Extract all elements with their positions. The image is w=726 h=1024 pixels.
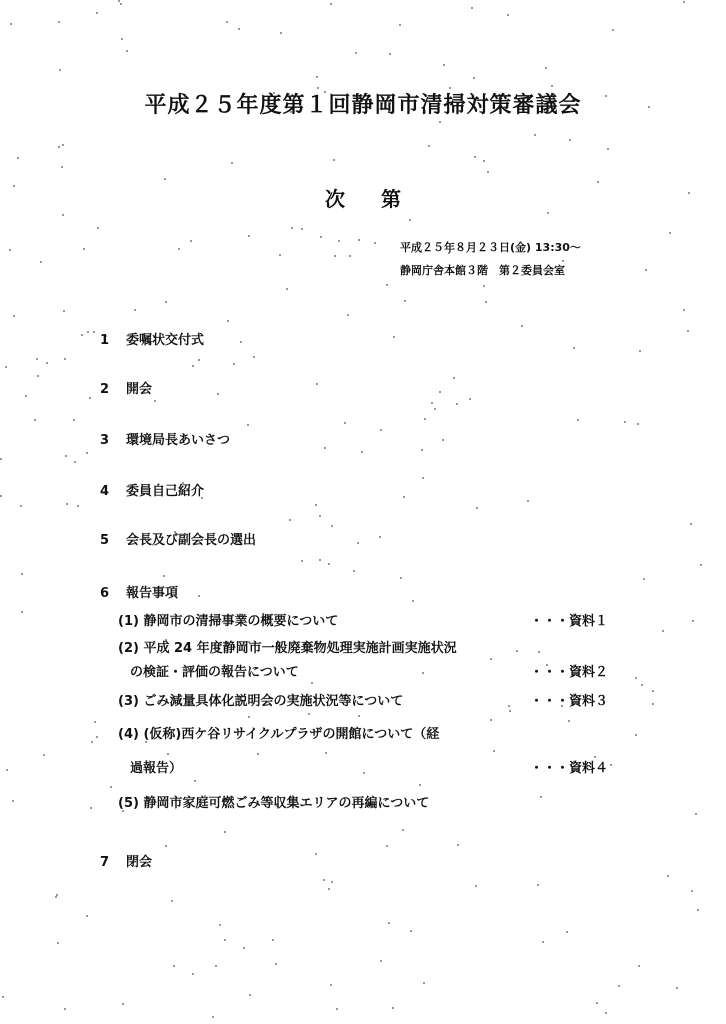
report-item: (2) 平成 24 年度静岡市一般廃棄物処理実施計画実施状況 <box>118 641 457 656</box>
scan-speck <box>483 160 485 162</box>
scan-speck <box>12 800 14 802</box>
scan-speck <box>508 705 510 707</box>
scan-speck <box>291 227 293 229</box>
scan-speck <box>453 377 455 379</box>
scan-speck <box>487 171 489 173</box>
scan-speck <box>243 947 245 949</box>
scan-speck <box>374 242 376 244</box>
scan-speck <box>253 356 255 358</box>
scan-speck <box>639 350 641 352</box>
scan-speck <box>509 710 511 712</box>
scan-speck <box>403 496 405 498</box>
scan-speck <box>434 408 436 410</box>
scan-speck <box>690 523 692 525</box>
scan-speck <box>635 677 637 679</box>
agenda-item <box>100 529 256 548</box>
scan-speck <box>83 248 85 250</box>
scan-speck <box>380 960 382 962</box>
report-item: (5) 静岡市家庭可燃ごみ等収集エリアの再編について <box>118 796 430 811</box>
agenda-label: 環境局長あいさつ <box>126 433 231 448</box>
agenda-number: 3 <box>100 433 110 448</box>
scan-speck <box>353 570 355 572</box>
report-reference: ・・・資料４ <box>530 761 609 776</box>
scan-speck <box>334 255 336 257</box>
scan-speck <box>46 362 48 364</box>
scan-speck <box>59 69 61 71</box>
scan-speck <box>17 157 19 159</box>
scan-speck <box>700 564 702 566</box>
scan-speck <box>13 315 15 317</box>
scan-speck <box>231 162 233 164</box>
scan-speck <box>311 682 313 684</box>
scan-speck <box>280 32 282 34</box>
scan-speck <box>43 754 45 756</box>
scan-speck <box>96 736 98 738</box>
scan-speck <box>610 764 612 766</box>
scan-speck <box>349 255 351 257</box>
agenda-number: 2 <box>100 382 110 397</box>
scan-speck <box>319 559 321 561</box>
scan-speck <box>192 973 194 975</box>
scan-speck <box>319 515 321 517</box>
scan-speck <box>566 931 568 933</box>
scan-speck <box>279 254 281 256</box>
scan-speck <box>573 347 575 349</box>
scan-speck <box>443 64 445 66</box>
scan-speck <box>247 424 249 426</box>
scan-speck <box>224 831 226 833</box>
agenda-number: 5 <box>100 533 110 548</box>
scan-speck <box>361 451 363 453</box>
scan-speck <box>475 885 477 887</box>
scan-speck <box>534 134 536 136</box>
agenda-item <box>100 329 204 348</box>
scan-speck <box>40 261 42 263</box>
scan-speck <box>275 963 277 965</box>
scan-speck <box>328 563 330 565</box>
scan-speck <box>331 525 333 527</box>
scan-speck <box>192 365 194 367</box>
scan-speck <box>409 219 411 221</box>
scan-speck <box>74 461 76 463</box>
scan-speck <box>316 76 318 78</box>
scan-speck <box>21 573 23 575</box>
scan-speck <box>596 1002 598 1004</box>
agenda-label: 委嘱状交付式 <box>126 333 205 348</box>
scan-speck <box>118 0 120 2</box>
scan-speck <box>344 422 346 424</box>
scan-speck <box>330 984 332 986</box>
scan-speck <box>57 942 59 944</box>
scan-speck <box>164 178 166 180</box>
scan-speck <box>669 232 671 234</box>
report-reference: ・・・資料１ <box>530 614 609 629</box>
scan-speck <box>167 753 169 755</box>
scan-speck <box>637 423 639 425</box>
scan-speck <box>652 690 654 692</box>
scan-speck <box>61 166 63 168</box>
report-reference: ・・・資料３ <box>530 694 609 709</box>
scan-speck <box>324 447 326 449</box>
agenda-item <box>100 480 204 499</box>
scan-speck <box>645 269 647 271</box>
agenda-number: 1 <box>100 333 110 348</box>
scan-speck <box>315 853 317 855</box>
scan-speck <box>110 786 112 788</box>
scan-speck <box>393 336 395 338</box>
scan-speck <box>473 77 475 79</box>
scan-speck <box>165 845 167 847</box>
scan-speck <box>163 575 165 577</box>
scan-speck <box>386 845 388 847</box>
scan-speck <box>97 227 99 229</box>
scan-speck <box>545 67 547 69</box>
scan-speck <box>568 720 570 722</box>
scan-speck <box>301 228 303 230</box>
scan-speck <box>676 987 678 989</box>
scan-speck <box>471 7 473 9</box>
scan-speck <box>333 159 335 161</box>
scan-speck <box>692 620 694 622</box>
scan-speck <box>419 784 421 786</box>
scan-speck <box>521 325 523 327</box>
scan-speck <box>542 941 544 943</box>
scan-speck <box>238 28 240 30</box>
scan-speck <box>320 236 322 238</box>
scan-speck <box>64 1008 66 1010</box>
scan-speck <box>36 358 38 360</box>
scan-speck <box>87 331 89 333</box>
scan-speck <box>456 403 458 405</box>
scan-speck <box>286 288 288 290</box>
document-title: 平成２５年度第１回静岡市清掃対策審議会 <box>144 93 582 118</box>
scan-speck <box>612 29 614 31</box>
scan-speck <box>315 504 317 506</box>
scan-speck <box>63 310 65 312</box>
scan-speck <box>691 890 693 892</box>
scan-speck <box>422 672 424 674</box>
scan-speck <box>86 452 88 454</box>
scan-speck <box>154 400 156 402</box>
scan-speck <box>126 50 128 52</box>
scan-speck <box>73 419 75 421</box>
scan-speck <box>249 994 251 996</box>
scan-speck <box>357 542 359 544</box>
scan-speck <box>537 884 539 886</box>
scan-speck <box>120 3 122 5</box>
scan-speck <box>618 985 620 987</box>
scan-speck <box>122 1003 124 1005</box>
scan-speck <box>328 888 330 890</box>
scan-speck <box>402 829 404 831</box>
scan-speck <box>301 560 303 562</box>
meeting-location: 静岡庁舎本館３階 第２委員会室 <box>400 264 565 277</box>
scan-speck <box>224 939 226 941</box>
scan-speck <box>412 600 414 602</box>
scan-speck <box>667 875 669 877</box>
scan-speck <box>9 249 11 251</box>
report-item-continued: 過報告） <box>130 761 183 776</box>
scan-speck <box>652 703 654 705</box>
scan-speck <box>62 214 64 216</box>
scan-speck <box>662 630 664 632</box>
agenda-number: 7 <box>100 855 110 870</box>
scan-speck <box>607 148 609 150</box>
scan-speck <box>227 320 229 322</box>
scan-speck <box>62 144 64 146</box>
report-reference: ・・・資料２ <box>530 665 609 680</box>
scan-speck <box>569 139 571 141</box>
scan-speck <box>643 578 645 580</box>
scan-speck <box>507 14 509 16</box>
scan-speck <box>93 331 95 333</box>
scan-speck <box>272 939 274 941</box>
scan-speck <box>233 363 235 365</box>
scan-speck <box>5 366 7 368</box>
scan-speck <box>683 309 685 311</box>
scan-speck <box>89 397 91 399</box>
scan-speck <box>389 53 391 55</box>
scan-speck <box>330 3 332 5</box>
scan-speck <box>240 341 242 343</box>
scan-speck <box>248 716 250 718</box>
scan-speck <box>81 334 83 336</box>
scan-speck <box>439 121 441 123</box>
scan-speck <box>178 248 180 250</box>
report-item: (3) ごみ減量具体化説明会の実施状況等について <box>118 694 404 709</box>
scan-speck <box>683 1 685 3</box>
scan-speck <box>94 721 96 723</box>
scan-speck <box>212 1016 214 1018</box>
scan-speck <box>20 505 22 507</box>
scan-speck <box>338 240 340 242</box>
scan-speck <box>66 503 68 505</box>
scan-speck <box>331 881 333 883</box>
report-item-continued: の検証・評価の報告について <box>130 665 299 680</box>
scan-speck <box>0 458 2 460</box>
scan-speck <box>457 844 459 846</box>
scan-speck <box>476 507 478 509</box>
scan-speck <box>641 684 643 686</box>
agenda-label: 報告事項 <box>126 586 179 601</box>
scan-speck <box>490 719 492 721</box>
scan-speck <box>527 500 529 502</box>
scan-speck <box>86 915 88 917</box>
scan-speck <box>577 419 579 421</box>
scan-speck <box>10 23 12 25</box>
agenda-label: 委員自己紹介 <box>126 484 205 499</box>
scan-speck <box>323 879 325 881</box>
scan-speck <box>91 741 93 743</box>
scan-speck <box>289 519 291 521</box>
scan-speck <box>77 505 79 507</box>
scan-speck <box>605 1012 607 1014</box>
scan-speck <box>379 536 381 538</box>
scan-speck <box>257 753 259 755</box>
scan-speck <box>355 52 357 54</box>
meeting-datetime: 平成２５年８月２３日(金) 13:30～ <box>400 241 581 254</box>
agenda-item <box>100 851 152 870</box>
scan-speck <box>64 358 66 360</box>
scan-speck <box>493 750 495 752</box>
scan-speck <box>96 12 98 14</box>
agenda-item <box>100 429 230 448</box>
scan-speck <box>404 300 406 302</box>
scan-speck <box>248 235 250 237</box>
scan-speck <box>428 145 430 147</box>
scan-speck <box>336 1008 338 1010</box>
scan-speck <box>217 393 219 395</box>
scan-speck <box>34 419 36 421</box>
scan-speck <box>194 780 196 782</box>
scan-speck <box>21 611 23 613</box>
scan-speck <box>485 301 487 303</box>
scan-speck <box>392 1007 394 1009</box>
scan-speck <box>538 651 540 653</box>
scan-speck <box>697 909 699 911</box>
scan-speck <box>687 330 689 332</box>
scan-speck <box>410 930 412 932</box>
scan-speck <box>423 982 425 984</box>
scan-speck <box>380 429 382 431</box>
scan-speck <box>2 996 4 998</box>
scan-speck <box>399 24 401 26</box>
scan-speck <box>90 807 92 809</box>
scan-speck <box>363 772 365 774</box>
scan-speck <box>308 713 310 715</box>
scan-speck <box>226 21 228 23</box>
scan-speck <box>400 577 402 579</box>
report-item: (1) 静岡市の清掃事業の概要について <box>118 614 339 629</box>
scan-speck <box>386 284 388 286</box>
scan-speck <box>358 239 360 241</box>
scan-speck <box>198 595 200 597</box>
scan-speck <box>638 965 640 967</box>
scan-speck <box>547 212 549 214</box>
scan-speck <box>424 418 426 420</box>
scan-speck <box>540 796 542 798</box>
scan-speck <box>316 383 318 385</box>
scan-speck <box>442 439 444 441</box>
scan-speck <box>190 240 192 242</box>
agenda-label: 閉会 <box>126 855 153 870</box>
scan-speck <box>483 285 485 287</box>
document-subtitle: 次第 <box>325 187 437 211</box>
scan-speck <box>0 495 2 497</box>
scan-speck <box>171 900 173 902</box>
scan-speck <box>490 658 492 660</box>
scan-speck <box>173 965 175 967</box>
scan-speck <box>474 156 476 158</box>
scan-speck <box>55 896 57 898</box>
scan-speck <box>422 477 424 479</box>
scan-speck <box>219 924 221 926</box>
scan-speck <box>37 375 39 377</box>
scan-speck <box>165 301 167 303</box>
scan-speck <box>325 752 327 754</box>
scan-speck <box>421 449 423 451</box>
report-item: (4) (仮称)西ケ谷リサイクルプラザの開館について（経 <box>118 727 440 742</box>
scan-speck <box>65 455 67 457</box>
scan-speck <box>198 359 200 361</box>
agenda-item <box>100 378 152 397</box>
scan-speck <box>388 922 390 924</box>
scan-speck <box>695 813 697 815</box>
scan-speck <box>358 715 360 717</box>
agenda-item <box>100 582 178 601</box>
scan-speck <box>6 769 8 771</box>
scan-speck <box>635 734 637 736</box>
scan-speck <box>134 309 136 311</box>
scan-speck <box>431 402 433 404</box>
scan-speck <box>624 421 626 423</box>
scan-speck <box>121 38 123 40</box>
agenda-label: 開会 <box>126 382 153 397</box>
agenda-number: 6 <box>100 586 110 601</box>
scan-speck <box>551 85 553 87</box>
scan-speck <box>58 21 60 23</box>
scan-speck <box>215 965 217 967</box>
scan-speck <box>347 314 349 316</box>
scan-speck <box>25 395 27 397</box>
agenda-number: 4 <box>100 484 110 499</box>
scan-speck <box>516 650 518 652</box>
scan-speck <box>58 146 60 148</box>
scan-speck <box>439 391 441 393</box>
scan-speck <box>469 398 471 400</box>
agenda-label: 会長及び副会長の選出 <box>126 533 257 548</box>
